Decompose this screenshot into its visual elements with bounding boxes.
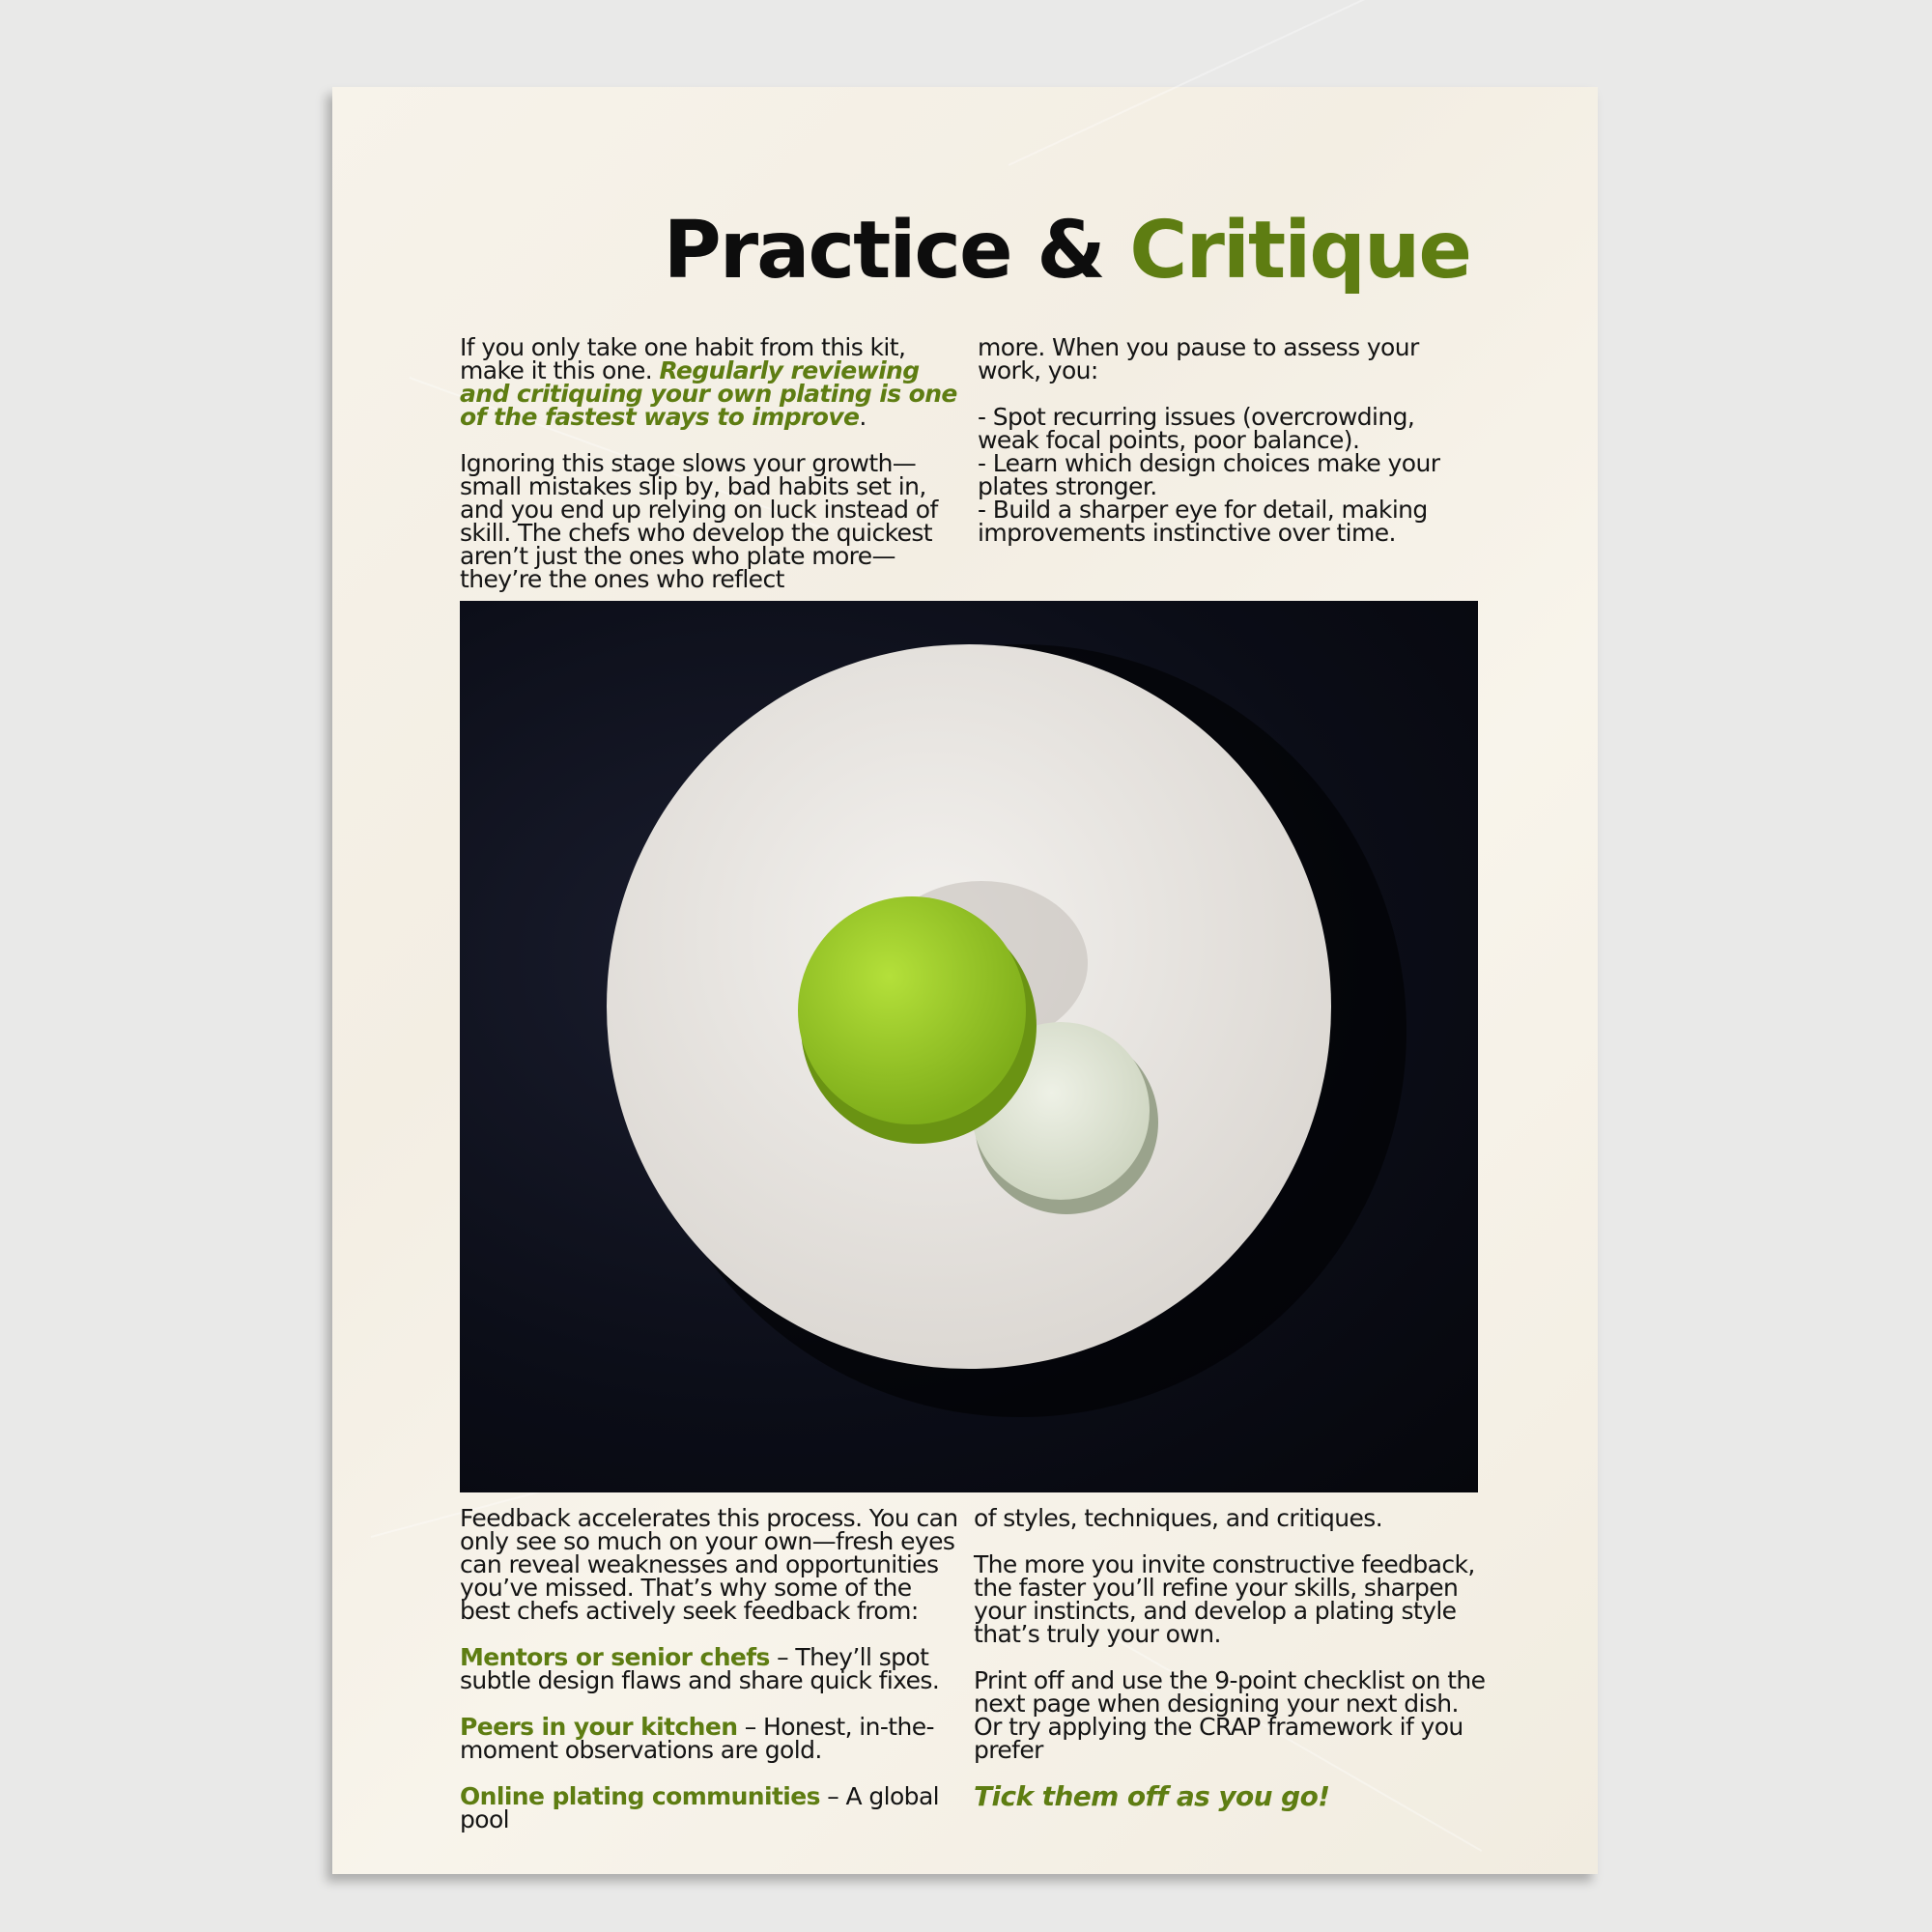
assess-paragraph: more. When you pause to assess your work, you: [978, 333, 1419, 384]
conclusion-paragraph: of styles, techniques, and critiques. [974, 1504, 1383, 1532]
feedback-item-text: – Honest, in-the-moment observations are gold. [460, 1713, 934, 1764]
conclusion-paragraph: The more you invite constructive feedback, the faster you’ll refine your skills, sharpen your instincts, and develop a plating style that’s truly your own. [974, 1550, 1475, 1648]
bullet-item: - Learn which design choices make your plates stronger. [978, 449, 1440, 500]
feedback-item-text: – They’ll spot subtle design flaws and share quick fixes. [460, 1643, 940, 1694]
bullet-item: - Spot recurring issues (overcrowding, weak focal points, poor balance). [978, 403, 1415, 454]
dish-illustration [460, 601, 1478, 1492]
assess-column [978, 333, 1480, 547]
document-page [332, 87, 1598, 1874]
feedback-column [460, 1504, 962, 1855]
intro-text: If you only take one habit from this kit, make it this one. [460, 333, 906, 384]
feedback-item [460, 1713, 962, 1764]
plated-dish-image [460, 601, 1478, 1492]
intro-column [460, 333, 962, 614]
title-accent: Critique [1129, 205, 1470, 297]
bullet-item: - Build a sharper eye for detail, making improvements instinctive over time. [978, 496, 1428, 547]
assess-bullets [978, 403, 1480, 547]
conclusion-paragraph: Print off and use the 9-point checklist on the next page when designing your next dish. Or try applying the CRAP framework if you prefer [974, 1666, 1486, 1764]
intro-highlight: Regularly reviewing and critiquing your own plating is one of the fastest ways to improve [460, 356, 957, 431]
conclusion-column [974, 1504, 1486, 1812]
feedback-item-label: Online plating communities [460, 1782, 820, 1810]
title-main: Practice & [663, 205, 1130, 297]
green-disc [798, 896, 1026, 1124]
intro-paragraph [460, 333, 962, 431]
feedback-item-text: – A global pool [460, 1782, 940, 1833]
page-title [664, 205, 1470, 297]
feedback-item-label: Peers in your kitchen [460, 1713, 738, 1741]
feedback-paragraph: Feedback accelerates this process. You can only see so much on your own—fresh eyes can reveal weaknesses and opportunities you’ve missed. That’s why some of the best chefs actively seek feedback from: [460, 1504, 958, 1625]
feedback-item [460, 1782, 962, 1833]
growth-paragraph: Ignoring this stage slows your growth—small mistakes slip by, bad habits set in, and you end up relying on luck instead of skill. The chefs who develop the quickest aren’t just the ones who plate more—they’re the ones who reflect [460, 449, 938, 593]
feedback-item-label: Mentors or senior chefs [460, 1643, 770, 1671]
tick-callout: Tick them off as you go! [974, 1780, 1330, 1812]
feedback-item [460, 1643, 962, 1694]
intro-end: . [859, 403, 867, 431]
paper-crease [1009, 0, 1404, 166]
